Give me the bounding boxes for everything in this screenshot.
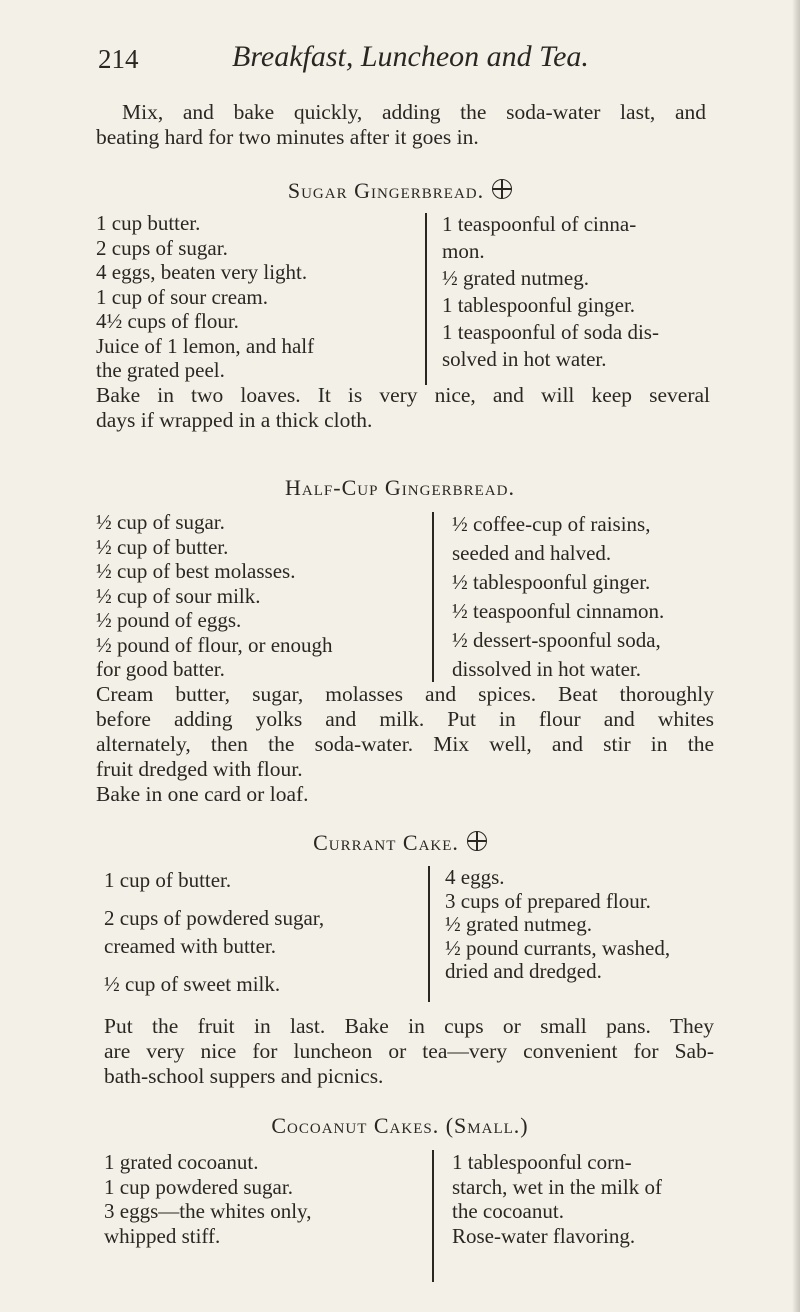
ingredients-left: [96, 510, 426, 682]
page-edge-shadow: [792, 0, 800, 1312]
ingredient: 1 tablespoonful ginger.: [442, 293, 636, 317]
ingredients-left: [104, 1150, 424, 1248]
ingredient: ½ pound currants, washed,: [445, 935, 671, 960]
directions: [96, 383, 710, 433]
ingredient: 3 cups of prepared flour.: [445, 888, 651, 913]
column-divider: [432, 512, 434, 682]
ingredient: creamed with butter.: [104, 934, 277, 958]
directions: [96, 682, 714, 807]
directions-line: fruit dredged with flour.: [96, 757, 303, 781]
ingredient: for good batter.: [96, 657, 225, 681]
ingredient: 1 teaspoonful of soda dis-: [442, 320, 659, 344]
ingredient: ½ cup of sour milk.: [96, 583, 261, 608]
column-divider: [428, 866, 430, 1002]
ingredient: mon.: [442, 239, 485, 263]
directions-line: alternately, then the soda-water. Mix well, and stir in the: [96, 732, 714, 756]
ingredient: 2 cups of powdered sugar,: [104, 906, 325, 930]
ingredient: Juice of 1 lemon, and half: [96, 333, 315, 358]
ingredient: 4 eggs.: [445, 865, 505, 889]
directions-line: Put the fruit in last. Bake in cups or small pans. They: [104, 1014, 714, 1038]
cross-circle-icon: [492, 179, 512, 199]
ingredient: ½ cup of sugar.: [96, 510, 225, 534]
recipe-title-half-cup-gingerbread: Half-Cup Gingerbread.: [285, 475, 515, 500]
ingredient: 1 tablespoonful corn-: [452, 1150, 632, 1174]
page-number: 214: [98, 44, 139, 74]
ingredient: ½ cup of sweet milk.: [104, 972, 281, 996]
ingredient: ½ tablespoonful ginger.: [452, 570, 651, 594]
ingredient: ½ grated nutmeg.: [442, 266, 589, 290]
ingredient: dissolved in hot water.: [452, 657, 641, 681]
ingredients-left: [96, 211, 416, 383]
recipe-title-cocoanut-cakes: Cocoanut Cakes. (Small.): [271, 1113, 529, 1138]
intro-line: beating hard for two minutes after it goes in.: [96, 125, 479, 149]
ingredient: 1 grated cocoanut.: [104, 1150, 259, 1174]
ingredient: ½ cup of butter.: [96, 534, 229, 559]
ingredient: the cocoanut.: [452, 1199, 564, 1223]
ingredient: ½ teaspoonful cinnamon.: [452, 599, 665, 623]
directions: [104, 1014, 714, 1089]
page-header: [0, 32, 800, 82]
directions-line: Bake in one card or loaf.: [96, 782, 309, 806]
ingredient: ½ coffee-cup of raisins,: [452, 512, 651, 536]
ingredient: dried and dredged.: [445, 959, 602, 983]
ingredient: whipped stiff.: [104, 1223, 221, 1248]
ingredients-left: [104, 866, 426, 998]
ingredient: the grated peel.: [96, 358, 225, 382]
ingredient: 1 cup powdered sugar.: [104, 1174, 293, 1199]
intro-line: Mix, and bake quickly, adding the soda-water last, and: [122, 100, 706, 124]
ingredients-right: [445, 866, 715, 984]
ingredient: 4½ cups of flour.: [96, 309, 239, 333]
recipe-title-currant-cake: Currant Cake.: [0, 830, 800, 856]
intro-paragraph: [96, 100, 706, 150]
ingredient: ½ dessert-spoonful soda,: [452, 628, 661, 652]
ingredient: 1 cup of sour cream.: [96, 284, 269, 309]
cross-circle-icon: [467, 831, 487, 851]
ingredient: ½ grated nutmeg.: [445, 912, 592, 936]
ingredient: 3 eggs—the whites only,: [104, 1199, 312, 1223]
column-divider: [432, 1150, 434, 1282]
ingredient: seeded and halved.: [452, 541, 612, 565]
running-title: Breakfast, Luncheon and Tea.: [232, 40, 589, 73]
directions-line: bath-school suppers and picnics.: [104, 1064, 384, 1088]
ingredient: 2 cups of sugar.: [96, 235, 228, 260]
ingredient: 1 cup butter.: [96, 211, 201, 235]
ingredient: 4 eggs, beaten very light.: [96, 260, 308, 284]
ingredients-right: [452, 1150, 720, 1248]
directions-line: before adding yolks and milk. Put in flour and whites: [96, 707, 714, 731]
ingredient: 1 cup of butter.: [104, 868, 232, 892]
directions-line: Cream butter, sugar, molasses and spices. Beat thoroughly: [96, 682, 714, 706]
ingredient: ½ pound of flour, or enough: [96, 632, 333, 657]
ingredients-right: [452, 510, 714, 684]
ingredient: 1 teaspoonful of cinna-: [442, 212, 637, 236]
ingredients-right: [442, 211, 712, 373]
ingredient: Rose-water flavoring.: [452, 1223, 636, 1248]
directions-line: days if wrapped in a thick cloth.: [96, 408, 373, 432]
ingredient: solved in hot water.: [442, 347, 607, 371]
recipe-title-sugar-gingerbread: Sugar Gingerbread.: [0, 178, 800, 204]
directions-line: Bake in two loaves. It is very nice, and will keep several: [96, 383, 710, 407]
ingredient: ½ pound of eggs.: [96, 608, 242, 632]
column-divider: [425, 213, 427, 385]
ingredient: ½ cup of best molasses.: [96, 559, 296, 583]
ingredient: starch, wet in the milk of: [452, 1174, 662, 1199]
directions-line: are very nice for luncheon or tea—very convenient for Sab-: [104, 1039, 714, 1063]
